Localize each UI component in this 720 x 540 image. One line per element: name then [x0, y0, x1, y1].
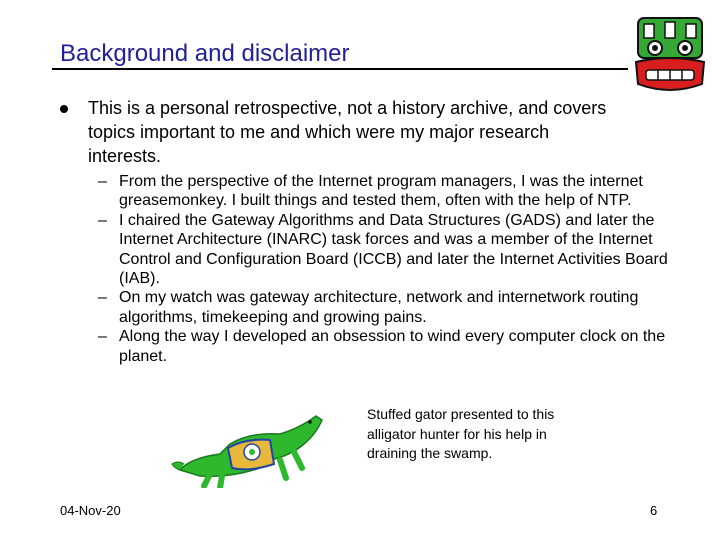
sub-bullet [98, 211, 668, 289]
sub-bullet-list [98, 172, 668, 366]
main-bullet [60, 96, 620, 168]
page-number: 6 [650, 503, 658, 518]
sub-bullet-text: Along the way I developed an obsession to wind every computer clock on the planet. [119, 328, 666, 365]
bullet-dot-icon [60, 105, 68, 113]
mayan-mask-logo-icon [632, 14, 708, 96]
sub-bullet-text: From the perspective of the Internet program managers, I was the internet greasemonkey. I built things and tested them, often with the help of NTP. [119, 173, 643, 210]
sub-bullet [98, 288, 668, 327]
dash-marker: – [98, 173, 107, 190]
footer-date: 04-Nov-20 [60, 503, 121, 518]
sub-bullet [98, 327, 668, 366]
dash-marker: – [98, 289, 107, 307]
dash-marker: – [98, 211, 107, 229]
sub-bullet-text: On my watch was gateway architecture, network and internetwork routing algorithms, timekeeping and growing pains. [119, 289, 639, 326]
main-bullet-text: This is a personal retrospective, not a history archive, and covers topics important to me and which were my major research interests. [88, 98, 607, 166]
title-underline [52, 68, 628, 70]
stuffed-gator-image [170, 398, 330, 488]
sub-bullet [98, 172, 668, 211]
sub-bullet-text: I chaired the Gateway Algorithms and Data Structures (GADS) and later the Internet Architecture (INARC) task forces and was a member of the Internet Control and Configuration Board (ICCB) and later the Internet Activities Board (IAB). [119, 211, 668, 288]
slide-title: Background and disclaimer [60, 40, 350, 67]
dash-marker: – [98, 328, 107, 346]
image-caption: Stuffed gator presented to this alligator hunter for his help in draining the swamp. [367, 406, 555, 461]
